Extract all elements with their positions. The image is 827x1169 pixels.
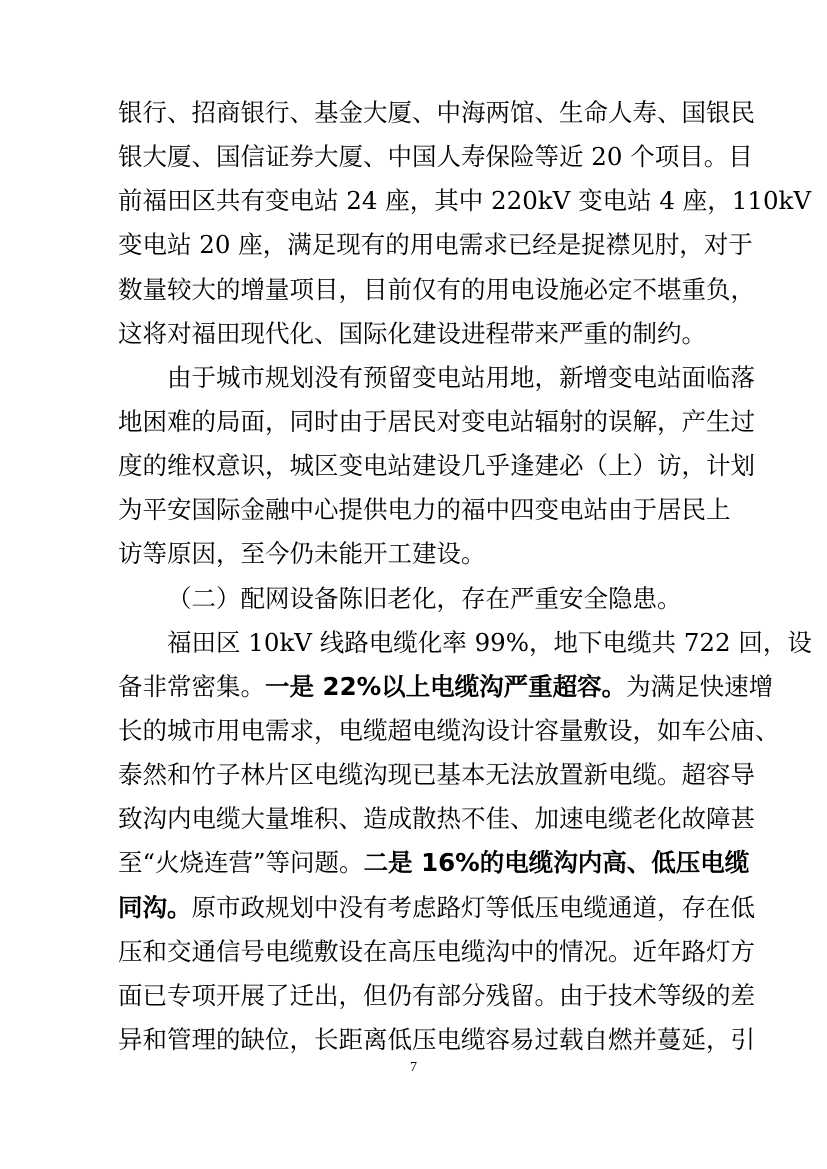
text-line: 银大厦、国信证券大厦、中国人寿保险等近 20 个项目。目: [118, 142, 753, 171]
text-line: 这将对福田现代化、国际化建设进程带来严重的制约。: [118, 319, 706, 348]
section-heading: （二）配网设备陈旧老化，存在严重安全隐患。: [167, 584, 682, 613]
text-line: [118, 848, 750, 878]
text-segment: 备非常密集。: [118, 672, 265, 701]
text-line: 福田区 10kV 线路电缆化率 99%，地下电缆共 722 回，设: [167, 628, 812, 657]
bold-point: 二是 16%的电缆沟内高、低压电缆: [363, 848, 750, 877]
bold-point: 同沟。: [118, 893, 192, 922]
text-line: [118, 672, 774, 702]
page-number: 7: [410, 1060, 417, 1075]
text-line: 为平安国际金融中心提供电力的福中四变电站由于居民上: [118, 495, 731, 524]
text-segment: 原市政规划中没有考虑路灯等低压电缆通道，存在低: [191, 893, 755, 922]
text-line: 访等原因，至今仍未能开工建设。: [118, 539, 486, 568]
text-line: 前福田区共有变电站 24 座，其中 220kV 变电站 4 座，110kV: [118, 186, 812, 215]
text-segment: 为满足快速增: [626, 672, 774, 701]
text-line: 面已专项开展了迁出，但仍有部分残留。由于技术等级的差: [118, 981, 755, 1010]
text-line: [118, 893, 755, 923]
text-line: 度的维权意识，城区变电站建设几乎逢建必（上）访，计划: [118, 451, 755, 480]
text-line: 银行、招商银行、基金大厦、中海两馆、生命人寿、国银民: [118, 98, 755, 127]
text-line: 地困难的局面，同时由于居民对变电站辐射的误解，产生过: [118, 407, 755, 436]
bold-point: 一是 22%以上电缆沟严重超容。: [265, 672, 627, 701]
text-line: 变电站 20 座，满足现有的用电需求已经是捉襟见肘，对于: [118, 230, 753, 259]
text-line: 由于城市规划没有预留变电站用地，新增变电站面临落: [167, 363, 755, 392]
text-segment: 至“火烧连营”等问题。: [118, 848, 364, 877]
text-line: 压和交通信号电缆敷设在高压电缆沟中的情况。近年路灯方: [118, 937, 755, 966]
text-line: 异和管理的缺位，长距离低压电缆容易过载自燃并蔓延，引: [118, 1025, 755, 1054]
text-line: 数量较大的增量项目，目前仅有的用电设施必定不堪重负，: [118, 275, 755, 304]
text-line: 泰然和竹子林片区电缆沟现已基本无法放置新电缆。超容导: [118, 760, 755, 789]
text-line: 长的城市用电需求，电缆超电缆沟设计容量敷设，如车公庙、: [118, 716, 780, 745]
text-line: 致沟内电缆大量堆积、造成散热不佳、加速电缆老化故障甚: [118, 804, 755, 833]
